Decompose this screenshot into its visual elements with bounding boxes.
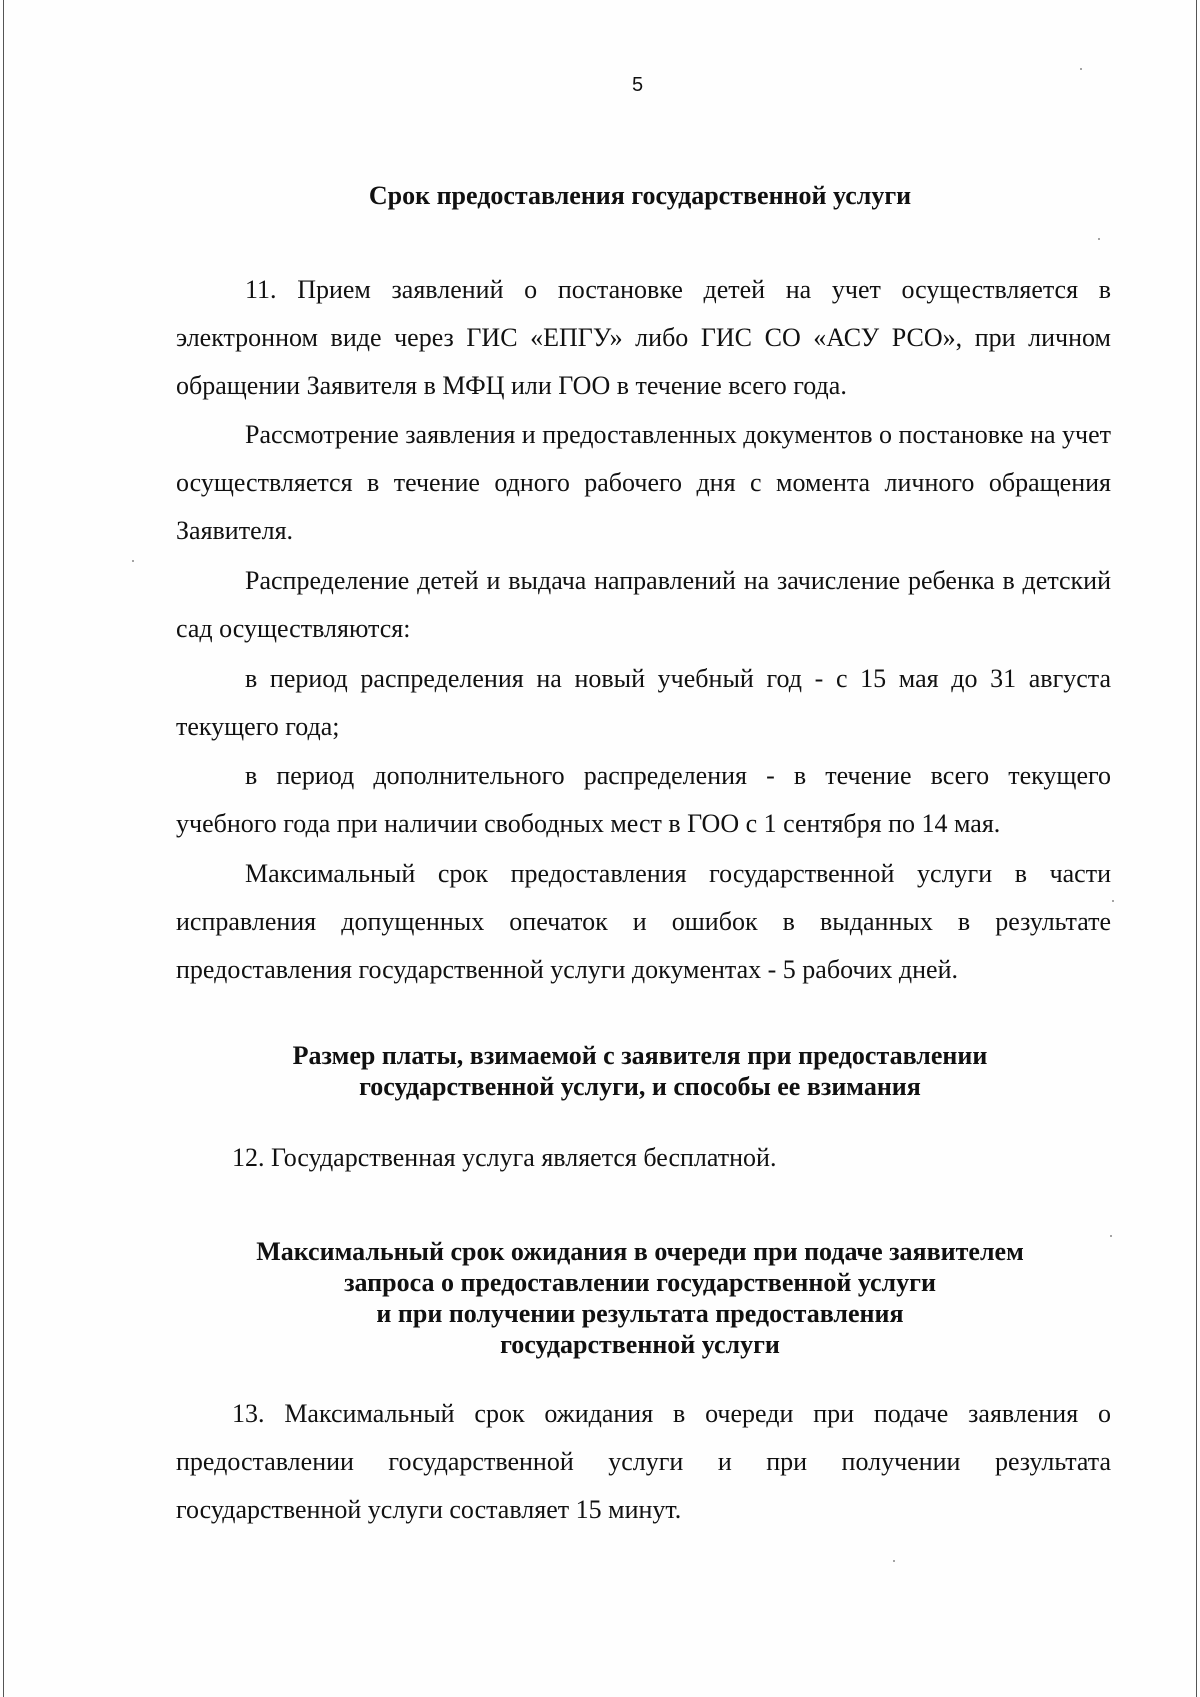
paragraph-distribution: Распределение детей и выдача направлений на зачисление ребенка в детский сад осуществляются: [176, 566, 1111, 643]
heading-line: государственной услуги, и способы ее взимания [359, 1072, 921, 1101]
paragraph-additional-distribution-period: в период дополнительного распределения - в течение всего текущего учебного года при наличии свободных мест в ГОО с 1 сентября по 14 мая. [176, 761, 1111, 838]
page-number: 5 [631, 74, 644, 96]
paragraph-correction-term: Максимальный срок предоставления государственной услуги в части исправления допущенных опечаток и ошибок в выданных в результате предоставления государственной услуги документах - 5 рабочих дней. [176, 859, 1111, 984]
heading-line: и при получении результата предоставления [376, 1299, 904, 1328]
scan-edge-left [3, 0, 4, 1697]
section-heading-fee [160, 1040, 1120, 1102]
heading-line: запроса о предоставлении государственной услуги [344, 1268, 936, 1297]
scan-speck [1112, 900, 1114, 902]
scan-speck [132, 560, 134, 562]
scan-speck [1080, 68, 1082, 70]
scan-speck [1098, 238, 1100, 240]
heading-line: Максимальный срок ожидания в очереди при подаче заявителем [256, 1237, 1024, 1266]
scan-edge-right [1196, 0, 1197, 1697]
scan-speck [893, 1560, 895, 1562]
heading-line: Срок предоставления государственной услуги [368, 181, 912, 210]
section-heading-term [160, 180, 1120, 211]
heading-line: Размер платы, взимаемой с заявителя при предоставлении [292, 1041, 988, 1070]
heading-line: государственной услуги [500, 1330, 780, 1359]
paragraph-main-distribution-period: в период распределения на новый учебный год - с 15 мая до 31 августа текущего года; [176, 664, 1111, 741]
paragraph-11-application-intake: 11. Прием заявлений о постановке детей на учет осуществляется в электронном виде через ГИС «ЕПГУ» либо ГИС СО «АСУ РСО», при личном обращении Заявителя в МФЦ или ГОО в течение всего года. [176, 275, 1111, 400]
paragraph-13-queue-time: 13. Максимальный срок ожидания в очереди при подаче заявления о предоставлении государственной услуги и при получении результата государственной услуги составляет 15 минут. [176, 1399, 1111, 1524]
paragraph-application-review: Рассмотрение заявления и предоставленных документов о постановке на учет осуществляется в течение одного рабочего дня с момента личного обращения Заявителя. [176, 420, 1112, 545]
section-heading-queue-time [160, 1236, 1120, 1360]
paragraph-12-free-service: 12. Государственная услуга является бесплатной. [232, 1143, 777, 1172]
